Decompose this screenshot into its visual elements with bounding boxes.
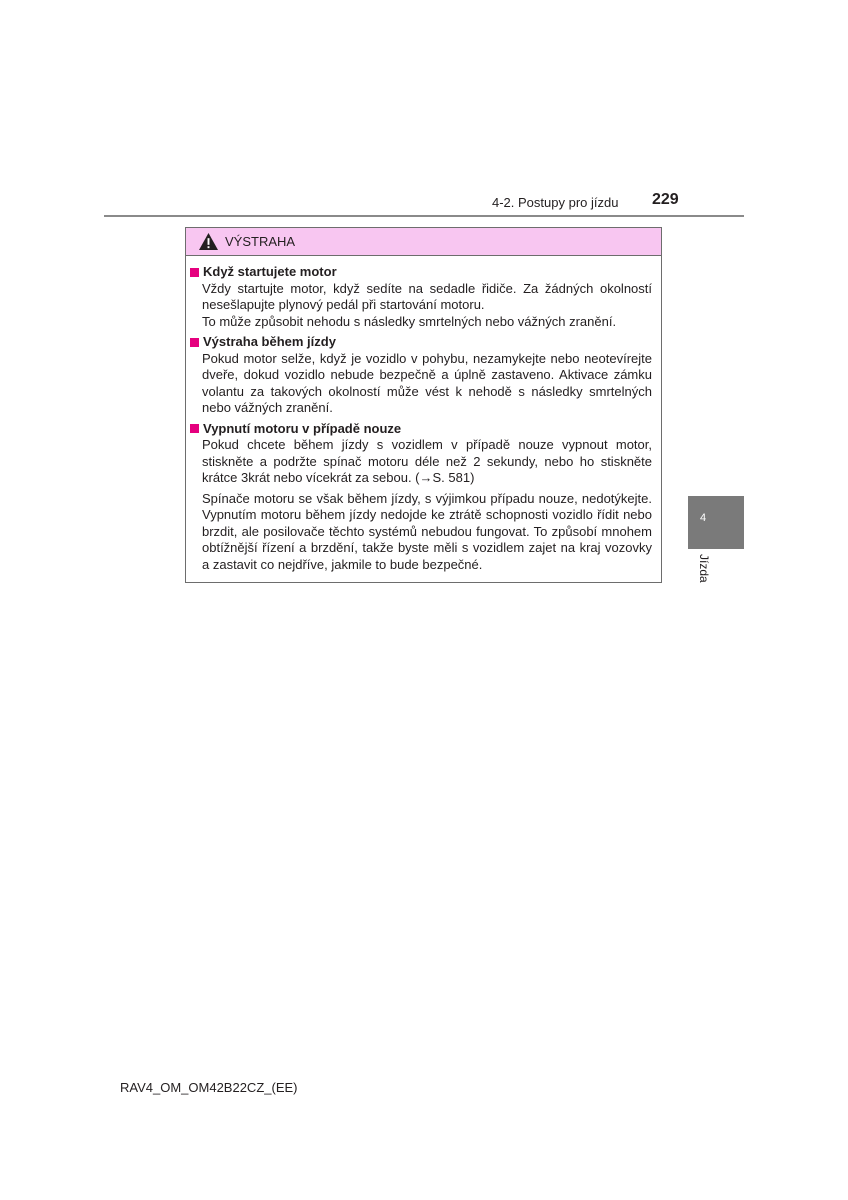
header-divider — [104, 215, 744, 217]
warning-paragraph: Spínače motoru se však během jízdy, s výjimkou případu nouze, nedotýkejte. Vypnutím motoru během jízdy nedojde ke ztrátě schopnosti vozidlo řídit nebo brzdit, ale posilovače těchto systémů nebudou fungovat. To způsobí mnohem obtížnější řízení a brzdění, takže byste měli s vozidlem zajet na kraj vozovky a zastavit co nejdříve, jakmile to bude bezpečné. — [202, 490, 652, 572]
item-heading-text: Vypnutí motoru v případě nouze — [203, 420, 402, 436]
chapter-tab — [688, 496, 744, 549]
warning-box — [185, 227, 662, 583]
warning-paragraph: Pokud motor selže, když je vozidlo v pohybu, nezamykejte nebo neotevírejte dveře, dokud vozidlo nebude bezpečně a úplně zastaveno. Aktivace zámku volantu za takových okolností může vést k nehodě s následky smrtelných nebo vážných zranění. — [202, 350, 652, 415]
warning-item-heading — [190, 334, 652, 351]
warning-header — [186, 228, 661, 256]
warning-paragraph: Pokud chcete během jízdy s vozidlem v případě nouze vypnout motor, stiskněte a podržte spínač motoru déle než 2 sekundy, nebo ho stiskněte krátce 3krát nebo vícekrát za sebou. (→S. 581) — [202, 437, 652, 485]
page-number: 229 — [652, 191, 679, 208]
item-heading-text: Výstraha během jízdy — [203, 334, 336, 349]
section-title: 4-2. Postupy pro jízdu — [492, 195, 619, 210]
warning-item-heading — [190, 264, 652, 281]
item-heading-text: Když startujete motor — [203, 264, 337, 279]
bullet-square-icon — [190, 338, 199, 347]
chapter-number: 4 — [700, 512, 707, 524]
warning-item-heading — [190, 421, 652, 438]
warning-paragraph: To může způsobit nehodu s následky smrtelných nebo vážných zranění. — [202, 313, 617, 329]
warning-triangle-icon — [198, 232, 219, 251]
document-code: RAV4_OM_OM42B22CZ_(EE) — [120, 1080, 298, 1095]
warning-paragraph: Vždy startujte motor, když sedíte na sedadle řidiče. Za žádných okolností nesešlapujte plynový pedál při startování motoru. — [202, 280, 652, 312]
warning-body — [186, 256, 661, 573]
chapter-label: Jízda — [697, 554, 711, 583]
warning-title: VÝSTRAHA — [225, 234, 296, 249]
bullet-square-icon — [190, 268, 199, 277]
bullet-square-icon — [190, 424, 199, 433]
